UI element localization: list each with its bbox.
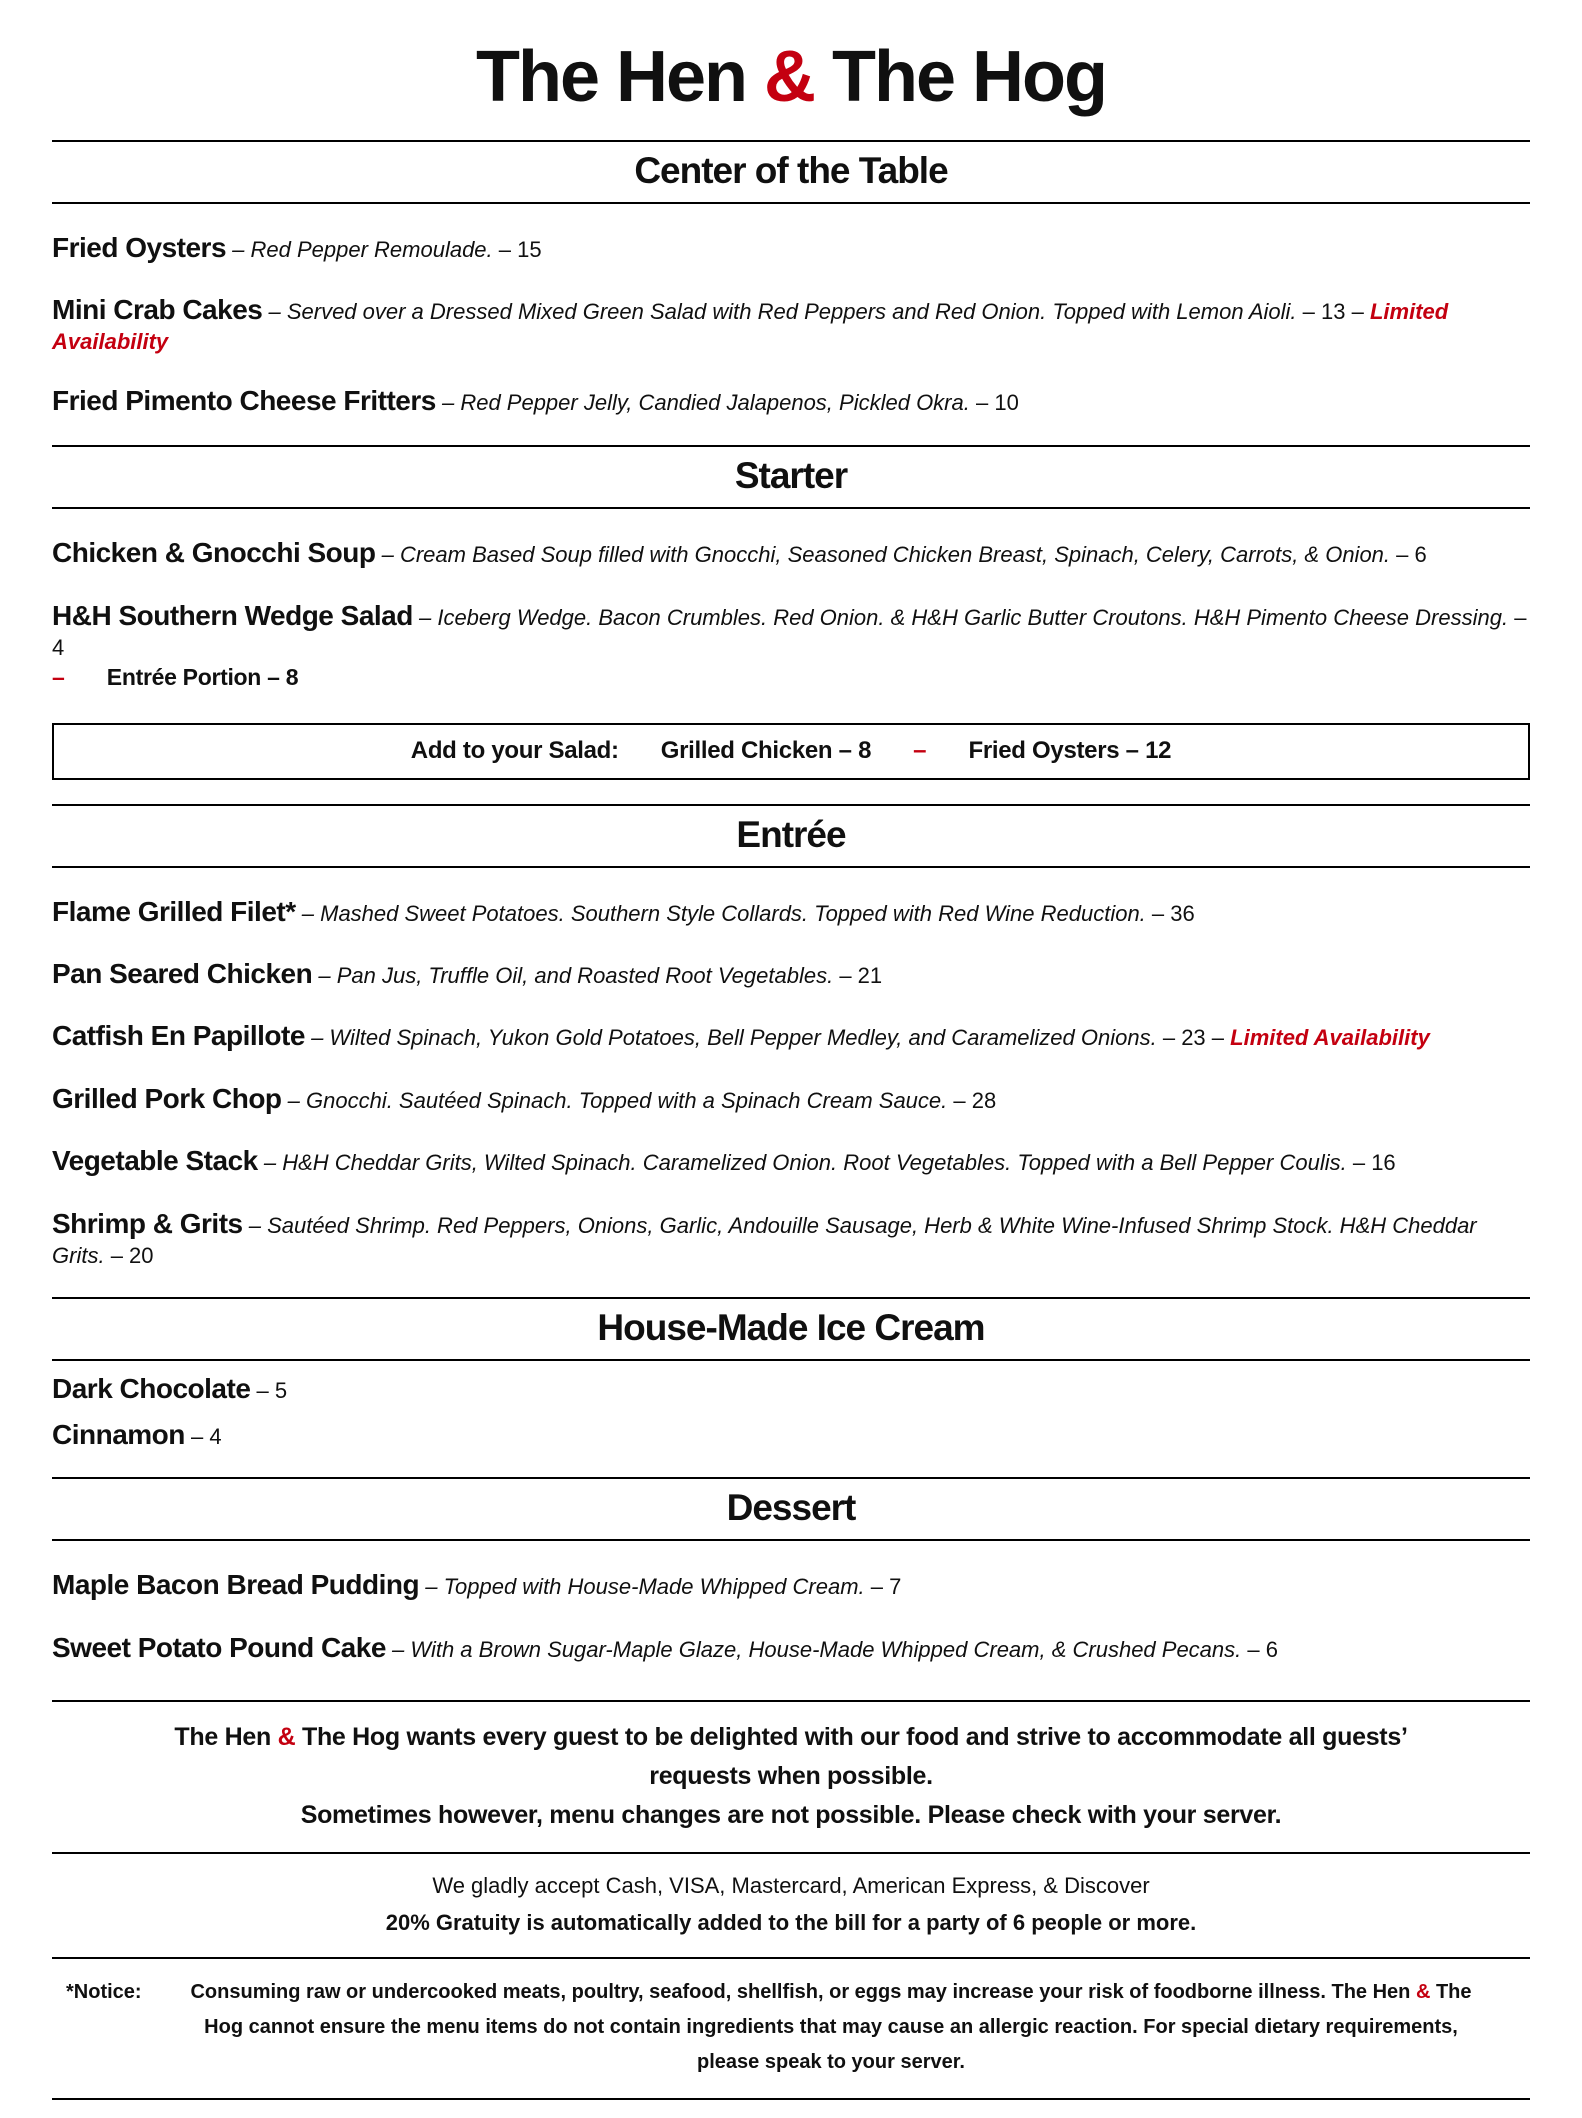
item-description: – Cream Based Soup filled with Gnocchi, Seasoned Chicken Breast, Spinach, Celery, Carrots, & Onion. (381, 542, 1391, 568)
item-name: Sweet Potato Pound Cake (52, 1631, 386, 1663)
item-name: Grilled Pork Chop (52, 1082, 282, 1114)
item-name: Cinnamon (52, 1418, 185, 1450)
item-name: Fried Pimento Cheese Fritters (52, 384, 436, 416)
item-name: Chicken & Gnocchi Soup (52, 537, 376, 569)
menu-item-chicken-gnocchi-soup (52, 535, 1530, 571)
accommodation-note-line2: Sometimes however, menu changes are not possible. Please check with your server. (300, 1800, 1282, 1829)
menu-item-dark-chocolate (52, 1371, 1530, 1407)
item-name: Catfish En Papillote (52, 1020, 305, 1052)
title-ampersand: & (764, 37, 815, 117)
item-price: – 7 (870, 1574, 902, 1600)
title-pre: The Hen (476, 37, 765, 117)
section-heading-center-of-the-table: Center of the Table (52, 140, 1530, 204)
item-price: – 36 (1151, 900, 1195, 926)
menu-item-vegetable-stack (52, 1143, 1530, 1179)
item-name: Mini Crab Cakes (52, 293, 263, 325)
notice-text-pre: Consuming raw or undercooked meats, poultry, seafood, shellfish, or eggs may increase your risk of foodborne illness. The Hen (190, 1980, 1416, 2003)
item-description: – Sautéed Shrimp. Red Peppers, Onions, Garlic, Andouille Sausage, Herb & White Wine-Infused Shrimp Stock. H&H Cheddar Grits. (52, 1212, 1477, 1268)
item-description: – Iceberg Wedge. Bacon Crumbles. Red Onion. & H&H Garlic Butter Croutons. H&H Pimento Cheese Dressing. (418, 604, 1509, 630)
item-price: – 21 (839, 963, 883, 989)
item-name: Dark Chocolate (52, 1372, 251, 1404)
item-price: – 4 (52, 604, 1527, 661)
accommodation-note-ampersand: & (277, 1723, 296, 1752)
item-description: – H&H Cheddar Grits, Wilted Spinach. Caramelized Onion. Root Vegetables. Topped with a Bell Pepper Coulis. (263, 1150, 1347, 1176)
item-price: – 10 (975, 389, 1019, 415)
salad-addons-box (52, 723, 1530, 780)
notice-text-post: The Hog cannot ensure the menu items do not contain ingredients that may cause an allergic reaction. For special dietary requirements, please speak to your server. (204, 1980, 1472, 2073)
menu-item-hh-southern-wedge-salad (52, 598, 1530, 693)
section-heading-starter: Starter (52, 445, 1530, 509)
menu-item-shrimp-and-grits (52, 1206, 1530, 1271)
item-price: – 16 (1352, 1150, 1396, 1176)
item-name: Maple Bacon Bread Pudding (52, 1569, 420, 1601)
item-description: – Topped with House-Made Whipped Cream. (425, 1574, 865, 1600)
menu-item-mini-crab-cakes (52, 292, 1530, 357)
menu-item-sweet-potato-pound-cake (52, 1630, 1530, 1666)
item-description: – Red Pepper Remoulade. (232, 236, 493, 262)
payment-note (52, 1852, 1530, 1957)
item-price: – 6 (1396, 542, 1427, 568)
entree-portion-line: Entrée Portion – 8 (106, 663, 299, 690)
item-price: – 6 (1247, 1636, 1278, 1662)
item-description: – Gnocchi. Sautéed Spinach. Topped with a Spinach Cream Sauce. (287, 1087, 948, 1113)
item-description: – Pan Jus, Truffle Oil, and Roasted Root Vegetables. (318, 963, 834, 989)
salad-addon-fried-oysters: Fried Oysters – 12 (968, 736, 1172, 764)
menu-item-cinnamon (52, 1417, 1530, 1453)
item-name: Pan Seared Chicken (52, 958, 313, 990)
item-price: – 20 (110, 1242, 154, 1268)
title-post: The Hog (814, 37, 1106, 117)
accommodation-note-pre: The Hen (174, 1723, 278, 1752)
item-price: – 4 (191, 1423, 222, 1449)
item-price: – 28 (953, 1087, 997, 1113)
item-name: Shrimp & Grits (52, 1207, 243, 1239)
item-description: – Red Pepper Jelly, Candied Jalapenos, Pickled Okra. (441, 389, 970, 415)
salad-addons-separator: – (913, 736, 927, 764)
item-price: – 15 (498, 236, 542, 262)
menu-item-pan-seared-chicken (52, 956, 1530, 992)
item-price: – 23 – (1162, 1025, 1225, 1051)
menu-item-fried-oysters (52, 230, 1530, 266)
menu-item-catfish-en-papillote (52, 1018, 1530, 1054)
gratuity-line: 20% Gratuity is automatically added to the bill for a party of 6 people or more. (385, 1909, 1197, 1935)
accommodation-note (52, 1700, 1530, 1852)
limited-availability-note: Limited Availability (52, 298, 1449, 355)
section-heading-dessert: Dessert (52, 1477, 1530, 1541)
menu-item-grilled-pork-chop (52, 1081, 1530, 1117)
item-name: Fried Oysters (52, 231, 227, 263)
item-name: H&H Southern Wedge Salad (52, 599, 413, 631)
entree-portion-dash: – (52, 663, 65, 690)
item-price: – 13 – (1302, 298, 1364, 324)
menu-item-fried-pimento-cheese-fritters (52, 383, 1530, 419)
health-notice (52, 1957, 1530, 2100)
item-name: Vegetable Stack (52, 1145, 258, 1177)
item-description: – With a Brown Sugar-Maple Glaze, House-Made Whipped Cream, & Crushed Pecans. (392, 1636, 1242, 1662)
notice-label: *Notice: (66, 1980, 142, 2003)
accommodation-note-post: The Hog wants every guest to be delighted with our food and strive to accommodate all guests’ requests when possible. (295, 1723, 1408, 1790)
payment-methods-line: We gladly accept Cash, VISA, Mastercard, American Express, & Discover (432, 1873, 1150, 1899)
menu-item-maple-bacon-bread-pudding (52, 1567, 1530, 1603)
salad-addons-label: Add to your Salad: (410, 736, 619, 764)
salad-addon-grilled-chicken: Grilled Chicken – 8 (660, 736, 872, 764)
page-title (52, 37, 1530, 117)
item-price: – 5 (256, 1377, 288, 1403)
item-description: – Served over a Dressed Mixed Green Salad with Red Peppers and Red Onion. Topped with Lemon Aioli. (268, 298, 1297, 324)
menu-item-flame-grilled-filet (52, 894, 1530, 930)
item-description: – Mashed Sweet Potatoes. Southern Style Collards. Topped with Red Wine Reduction. (301, 900, 1146, 926)
notice-text (172, 1975, 1490, 2080)
notice-ampersand: & (1415, 1980, 1431, 2003)
section-heading-entree: Entrée (52, 804, 1530, 868)
item-description: – Wilted Spinach, Yukon Gold Potatoes, Bell Pepper Medley, and Caramelized Onions. (311, 1025, 1157, 1051)
section-heading-house-made-ice-cream: House-Made Ice Cream (52, 1297, 1530, 1361)
item-name: Flame Grilled Filet* (52, 895, 296, 927)
limited-availability-note: Limited Availability (1230, 1025, 1430, 1051)
